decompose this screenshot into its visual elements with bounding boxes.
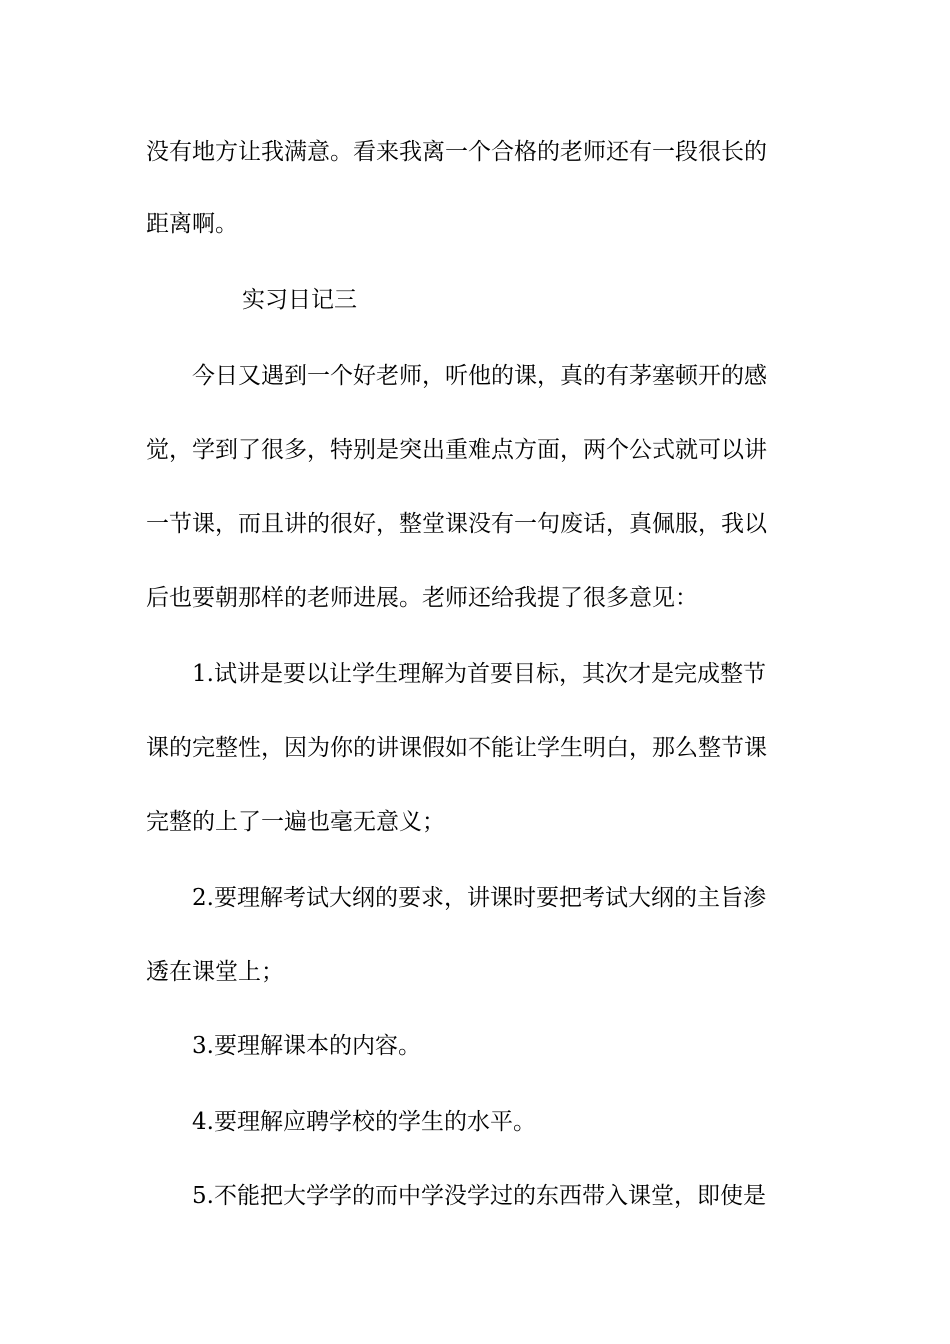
list-item: 2.要理解考试大纲的要求，讲课时要把考试大纲的主旨渗 xyxy=(192,885,766,911)
list-item: 4.要理解应聘学校的学生的水平。 xyxy=(192,1109,536,1135)
text-line: 一节课，而且讲的很好，整堂课没有一句废话，真佩服，我以 xyxy=(146,511,767,537)
list-item: 1.试讲是要以让学生理解为首要目标，其次才是完成整节 xyxy=(192,661,766,687)
text-line: 完整的上了一遍也毫无意义； xyxy=(146,809,445,835)
text-line: 透在课堂上； xyxy=(146,959,284,985)
list-item: 5.不能把大学学的而中学没学过的东西带入课堂，即使是 xyxy=(192,1183,766,1209)
text-line: 课的完整性，因为你的讲课假如不能让学生明白，那么整节课 xyxy=(146,735,767,761)
text-line: 后也要朝那样的老师进展。老师还给我提了很多意见： xyxy=(146,585,698,611)
list-item: 3.要理解课本的内容。 xyxy=(192,1033,421,1059)
text-line: 觉，学到了很多，特别是突出重难点方面，两个公式就可以讲 xyxy=(146,437,767,463)
text-line: 没有地方让我满意。看来我离一个合格的老师还有一段很长的 xyxy=(146,139,767,165)
section-title: 实习日记三 xyxy=(242,287,357,313)
text-line: 距离啊。 xyxy=(146,211,238,237)
text-line: 今日又遇到一个好老师，听他的课，真的有茅塞顿开的感 xyxy=(192,363,767,389)
